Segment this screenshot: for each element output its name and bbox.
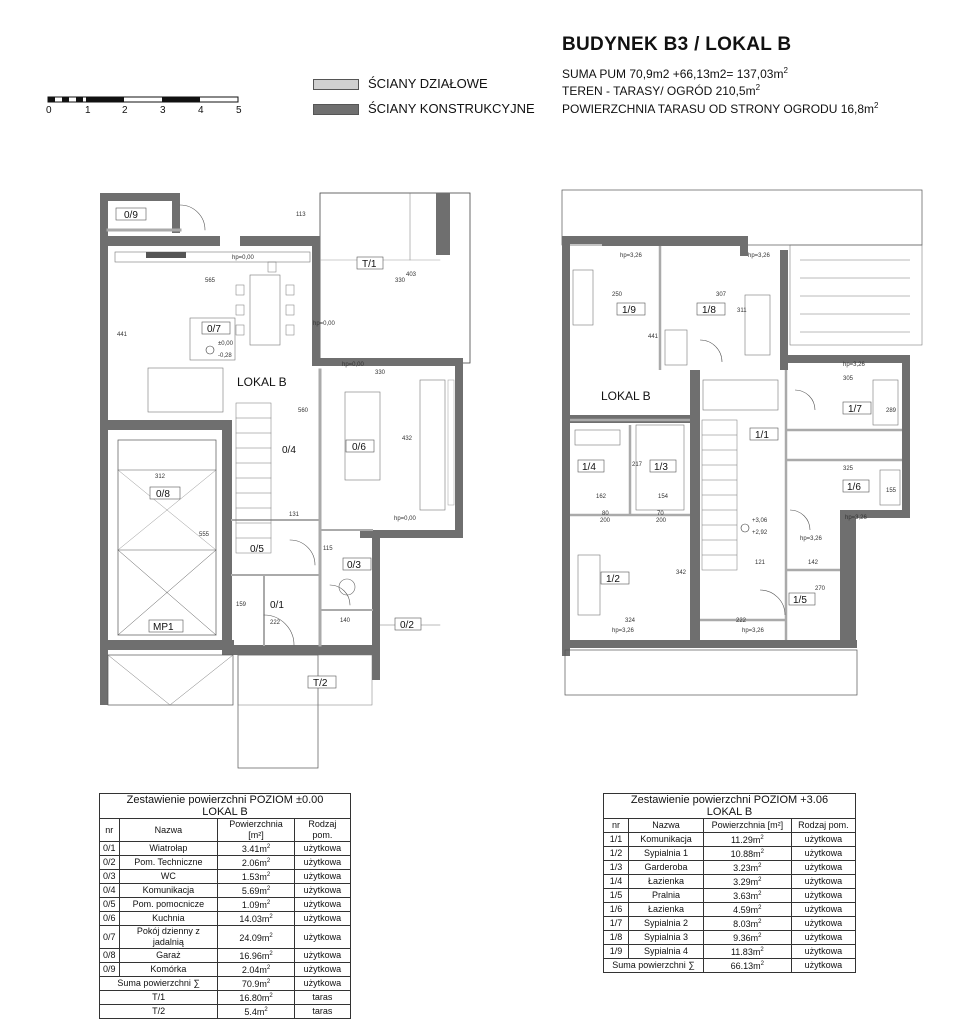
hp-mark-1-9: hp=3,26 xyxy=(620,253,642,259)
dim-142: 142 xyxy=(808,560,819,566)
cell-type: użytkowa xyxy=(294,926,350,949)
level-mark-3-06: +3,06 xyxy=(752,518,768,524)
hp-mark-kitchen: hp=0,00 xyxy=(342,362,364,368)
cell-name: WC xyxy=(119,870,218,884)
hp-mark-hall: hp=0,00 xyxy=(313,321,335,327)
level-mark-minus-0-28: -0,28 xyxy=(218,353,232,359)
dim-162: 162 xyxy=(596,494,607,500)
cell-type: użytkowa xyxy=(791,861,855,875)
cell-area: $11.83m^2$ xyxy=(703,945,791,959)
hp-mark-1-1: hp=3,26 xyxy=(742,628,764,634)
ground-floor-plan xyxy=(100,193,470,768)
cell-type: użytkowa xyxy=(791,833,855,847)
cell-name: Pom. pomocnicze xyxy=(119,898,218,912)
area-table-ground xyxy=(99,793,351,1019)
upper-floor-plan xyxy=(562,190,922,695)
dim-200b: 200 xyxy=(656,518,667,524)
table-row xyxy=(604,861,856,875)
table-row xyxy=(604,889,856,903)
area-table-ground-subcaption: LOKAL B xyxy=(100,806,351,819)
room-label-0-7: 0/7 xyxy=(207,324,221,335)
room-label-0-4: 0/4 xyxy=(282,445,296,456)
cell-type: użytkowa xyxy=(294,856,350,870)
cell-area: $2.06m^2$ xyxy=(218,856,295,870)
scale-tick-0: 0 xyxy=(46,105,52,116)
cell-nr: 0/1 xyxy=(100,842,120,856)
dim-155: 155 xyxy=(886,488,897,494)
cell-name: Sypialnia 2 xyxy=(628,917,703,931)
cell-name: Garderoba xyxy=(628,861,703,875)
dim-154: 154 xyxy=(658,494,669,500)
cell-name: Komunikacja xyxy=(119,884,218,898)
scale-tick-3: 3 xyxy=(160,105,166,116)
room-label-1-3: 1/3 xyxy=(654,462,668,473)
dim-324: 324 xyxy=(625,618,636,624)
dim-555: 555 xyxy=(199,532,210,538)
table-row xyxy=(100,870,351,884)
dim-312: 312 xyxy=(155,474,166,480)
level-mark-2-92: +2,92 xyxy=(752,530,768,536)
dim-565: 565 xyxy=(205,278,216,284)
cell-name: Sypialnia 1 xyxy=(628,847,703,861)
cell-nr: 0/4 xyxy=(100,884,120,898)
area-table-upper-header: nr Nazwa Powierzchnia [m²] Rodzaj pom. xyxy=(604,819,856,833)
cell-nr: T/1 xyxy=(100,991,218,1005)
cell-area: $9.36m^2$ xyxy=(703,931,791,945)
cell-name: Łazienka xyxy=(628,875,703,889)
cell-type: użytkowa xyxy=(294,912,350,926)
cell-area: $2.04m^2$ xyxy=(218,963,295,977)
scale-tick-2: 2 xyxy=(122,105,128,116)
cell-sum-value: $66.13m^2$ xyxy=(703,959,791,973)
page-title: BUDYNEK B3 / LOKAL B xyxy=(562,34,792,55)
room-label-0-5: 0/5 xyxy=(250,544,264,555)
cell-area: $3.63m^2$ xyxy=(703,889,791,903)
cell-type: użytkowa xyxy=(791,847,855,861)
cell-type: taras xyxy=(294,991,350,1005)
room-label-0-1: 0/1 xyxy=(270,600,284,611)
dim-113: 113 xyxy=(296,212,306,218)
cell-name: Sypialnia 3 xyxy=(628,931,703,945)
unit-label-upper: LOKAL B xyxy=(601,389,651,403)
room-label-0-3: 0/3 xyxy=(347,560,361,571)
cell-name: Pom. Techniczne xyxy=(119,856,218,870)
cell-nr: 0/9 xyxy=(100,963,120,977)
cell-area: $3.29m^2$ xyxy=(703,875,791,889)
dim-222: 222 xyxy=(270,620,281,626)
cell-area: $14.03m^2$ xyxy=(218,912,295,926)
dim-403: 403 xyxy=(406,272,417,278)
table-row xyxy=(604,833,856,847)
cell-nr: 0/6 xyxy=(100,912,120,926)
dim-311: 311 xyxy=(737,308,747,314)
room-label-1-7: 1/7 xyxy=(848,404,862,415)
room-label-1-4: 1/4 xyxy=(582,462,596,473)
table-row xyxy=(100,884,351,898)
scale-tick-5: 5 xyxy=(236,105,242,116)
room-label-1-5: 1/5 xyxy=(793,595,807,606)
cell-nr: 1/1 xyxy=(604,833,629,847)
cell-nr: 1/2 xyxy=(604,847,629,861)
cell-nr: T/2 xyxy=(100,1005,218,1019)
dim-80: 80 xyxy=(602,511,609,517)
cell-type: użytkowa xyxy=(791,917,855,931)
cell-type: użytkowa xyxy=(294,842,350,856)
cell-nr: 1/7 xyxy=(604,917,629,931)
cell-area: $1.09m^2$ xyxy=(218,898,295,912)
cell-area: $16.80m^2$ xyxy=(218,991,295,1005)
hp-mark-1-7: hp=3,26 xyxy=(843,362,865,368)
cell-sum-label: Suma powierzchni ∑ xyxy=(604,959,704,973)
table-row xyxy=(100,912,351,926)
room-label-1-2: 1/2 xyxy=(606,574,620,585)
dim-560: 560 xyxy=(298,408,309,414)
cell-type: użytkowa xyxy=(791,945,855,959)
area-table-upper xyxy=(603,793,856,973)
cell-nr: 0/8 xyxy=(100,949,120,963)
cell-sum-type: użytkowa xyxy=(791,959,855,973)
cell-type: użytkowa xyxy=(294,949,350,963)
cell-nr: 0/7 xyxy=(100,926,120,949)
cell-area: $1.53m^2$ xyxy=(218,870,295,884)
legend-partition-label: ŚCIANY DZIAŁOWE xyxy=(368,76,488,91)
cell-name: Komunikacja xyxy=(628,833,703,847)
terrace-label-t2: T/2 xyxy=(313,678,328,689)
dim-307: 307 xyxy=(716,292,727,298)
hp-mark-1-5: hp=3,26 xyxy=(800,536,822,542)
cell-type: użytkowa xyxy=(294,884,350,898)
dim-200a: 200 xyxy=(600,518,611,524)
dim-121: 121 xyxy=(755,560,766,566)
hp-mark-1-2: hp=3,26 xyxy=(612,628,634,634)
info-total-area: SUMA PUM $70,9m2 +66,13m2= 137,03m^2$ xyxy=(562,66,788,81)
cell-area: $5.4m^2$ xyxy=(218,1005,295,1019)
table-row xyxy=(100,949,351,963)
cell-type: użytkowa xyxy=(791,889,855,903)
hp-mark-1-8: hp=3,26 xyxy=(748,253,770,259)
dim-270: 270 xyxy=(815,586,826,592)
dim-330b: 330 xyxy=(375,370,386,376)
dim-325: 325 xyxy=(843,466,854,472)
dim-115: 115 xyxy=(323,546,333,552)
cell-type: użytkowa xyxy=(791,903,855,917)
hp-mark-entry: hp=0,00 xyxy=(394,516,416,522)
table-sum-row xyxy=(604,959,856,973)
dim-432: 432 xyxy=(402,436,413,442)
cell-nr: 1/4 xyxy=(604,875,629,889)
dim-342: 342 xyxy=(676,570,687,576)
table-row-terrace xyxy=(100,1005,351,1019)
dim-441-upper: 441 xyxy=(648,334,659,340)
table-row xyxy=(604,903,856,917)
scale-tick-4: 4 xyxy=(198,105,204,116)
room-label-1-1: 1/1 xyxy=(755,430,769,441)
cell-name: Łazienka xyxy=(628,903,703,917)
cell-area: $11.29m^2$ xyxy=(703,833,791,847)
cell-nr: 0/3 xyxy=(100,870,120,884)
table-row-terrace xyxy=(100,991,351,1005)
cell-area: $8.03m^2$ xyxy=(703,917,791,931)
hp-mark-living: hp=0,00 xyxy=(232,255,254,261)
table-row xyxy=(604,931,856,945)
cell-sum-label: Suma powierzchni ∑ xyxy=(100,977,218,991)
dim-217: 217 xyxy=(632,462,643,468)
cell-name: Garaż xyxy=(119,949,218,963)
cell-area: $3.23m^2$ xyxy=(703,861,791,875)
room-label-0-8: 0/8 xyxy=(156,489,170,500)
cell-nr: 1/3 xyxy=(604,861,629,875)
table-row xyxy=(100,842,351,856)
area-table-upper-caption: Zestawienie powierzchni POZIOM +3.06 xyxy=(604,794,856,807)
hp-mark-1-6: hp=3,26 xyxy=(845,515,867,521)
cell-name: Sypialnia 4 xyxy=(628,945,703,959)
cell-type: użytkowa xyxy=(791,875,855,889)
table-sum-row xyxy=(100,977,351,991)
cell-nr: 1/5 xyxy=(604,889,629,903)
unit-label-ground: LOKAL B xyxy=(237,375,287,389)
cell-area: $24.09m^2$ xyxy=(218,926,295,949)
cell-type: użytkowa xyxy=(294,963,350,977)
cell-name: Pokój dzienny z jadalnią xyxy=(119,926,218,949)
dim-250: 250 xyxy=(612,292,623,298)
room-label-1-8: 1/8 xyxy=(702,305,716,316)
cell-area: $4.59m^2$ xyxy=(703,903,791,917)
area-table-ground-caption: Zestawienie powierzchni POZIOM ±0.00 xyxy=(100,794,351,807)
dim-305: 305 xyxy=(843,376,854,382)
parking-label-mp1: MP1 xyxy=(153,622,174,633)
dim-289: 289 xyxy=(886,408,897,414)
terrace-label-t1: T/1 xyxy=(362,259,377,270)
dim-70: 70 xyxy=(657,511,664,517)
table-row xyxy=(604,945,856,959)
cell-name: Wiatrołap xyxy=(119,842,218,856)
table-row xyxy=(604,875,856,889)
cell-nr: 1/9 xyxy=(604,945,629,959)
room-label-0-9: 0/9 xyxy=(124,210,138,221)
table-row xyxy=(100,926,351,949)
cell-name: Komórka xyxy=(119,963,218,977)
dim-330: 330 xyxy=(395,278,406,284)
room-label-0-2: 0/2 xyxy=(400,620,414,631)
info-terrain-area: TEREN - TARASY/ OGRÓD $210,5m^2$ xyxy=(562,83,761,98)
cell-area: $16.96m^2$ xyxy=(218,949,295,963)
cell-type: użytkowa xyxy=(294,898,350,912)
dim-441: 441 xyxy=(117,332,128,338)
level-mark-0-00: ±0,00 xyxy=(218,341,233,347)
table-row xyxy=(100,898,351,912)
table-row xyxy=(100,856,351,870)
table-row xyxy=(604,917,856,931)
dim-140: 140 xyxy=(340,618,351,624)
cell-sum-type: użytkowa xyxy=(294,977,350,991)
cell-name: Pralnia xyxy=(628,889,703,903)
cell-area: $3.41m^2$ xyxy=(218,842,295,856)
cell-nr: 0/5 xyxy=(100,898,120,912)
table-row xyxy=(604,847,856,861)
cell-type: taras xyxy=(294,1005,350,1019)
area-table-ground-header: nr Nazwa Powierzchnia [m²] Rodzaj pom. xyxy=(100,819,351,842)
cell-nr: 0/2 xyxy=(100,856,120,870)
info-terrace-area: POWIERZCHNIA TARASU OD STRONY OGRODU $16,8m^2$ xyxy=(562,101,879,116)
room-label-1-6: 1/6 xyxy=(847,482,861,493)
dim-131: 131 xyxy=(289,512,300,518)
room-label-1-9: 1/9 xyxy=(622,305,636,316)
scale-tick-1: 1 xyxy=(85,105,91,116)
cell-area: $10.88m^2$ xyxy=(703,847,791,861)
room-label-0-6: 0/6 xyxy=(352,442,366,453)
cell-type: użytkowa xyxy=(294,870,350,884)
table-row xyxy=(100,963,351,977)
dim-222-upper: 222 xyxy=(736,618,747,624)
cell-nr: 1/6 xyxy=(604,903,629,917)
cell-name: Kuchnia xyxy=(119,912,218,926)
cell-area: $5.69m^2$ xyxy=(218,884,295,898)
cell-sum-value: $70.9m^2$ xyxy=(218,977,295,991)
legend-structural-label: ŚCIANY KONSTRUKCYJNE xyxy=(368,101,535,116)
cell-type: użytkowa xyxy=(791,931,855,945)
area-table-upper-subcaption: LOKAL B xyxy=(604,806,856,819)
cell-nr: 1/8 xyxy=(604,931,629,945)
dim-159: 159 xyxy=(236,602,247,608)
